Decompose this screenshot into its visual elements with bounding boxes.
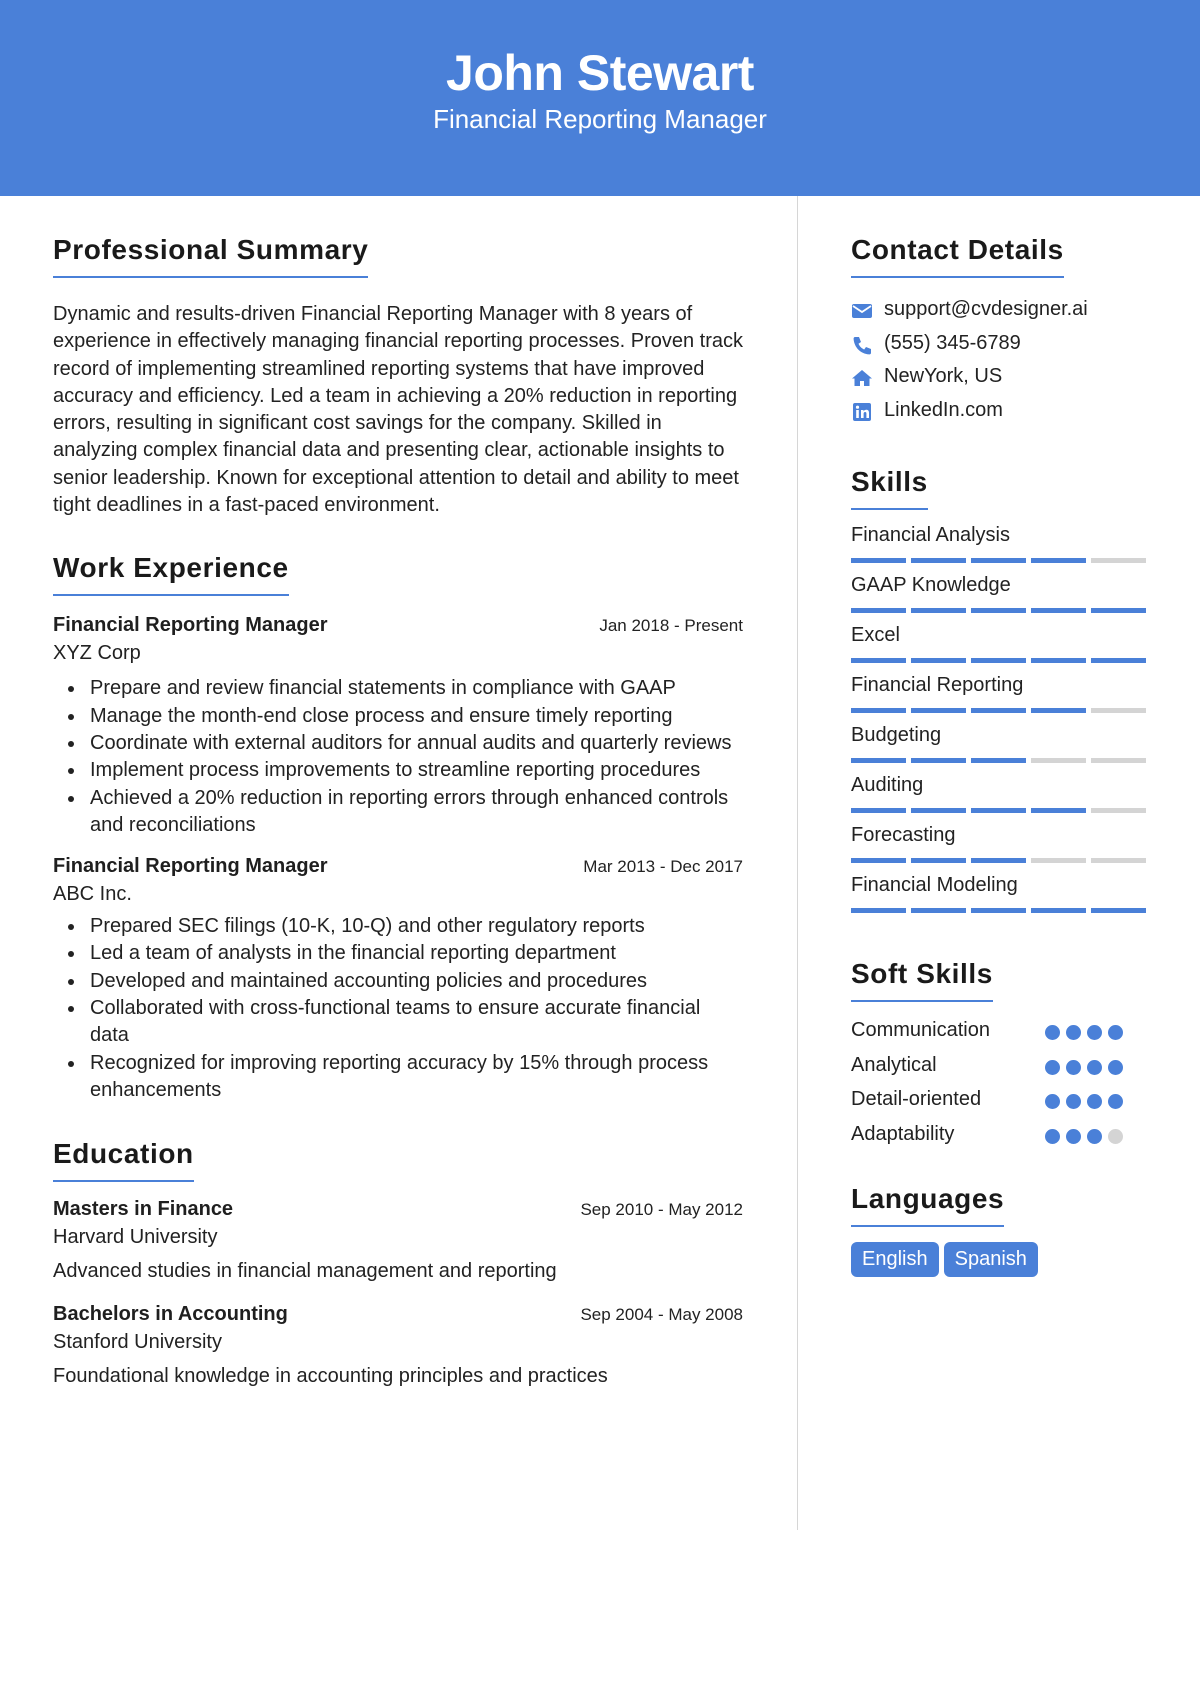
skill-level-segment — [1091, 858, 1146, 863]
list-item: Coordinate with external auditors for annual audits and quarterly reviews — [53, 730, 743, 757]
contact-list — [851, 298, 1151, 432]
skill-item — [851, 774, 1151, 824]
skill-level-segment — [851, 758, 906, 763]
contact-phone-text: (555) 345-6789 — [884, 331, 1021, 354]
experience-title: Work Experience — [53, 552, 289, 596]
sidebar-column — [851, 196, 1151, 1277]
soft-skill-label: Detail-oriented — [851, 1088, 982, 1110]
soft-skill-rating — [1045, 1060, 1145, 1076]
list-item: Prepared SEC filings (10-K, 10-Q) and other regulatory reports — [53, 913, 743, 940]
rating-dot — [1087, 1060, 1102, 1075]
soft-skill-rating — [1045, 1025, 1145, 1041]
skills-list — [851, 524, 1151, 924]
skill-level-segment — [1091, 758, 1146, 763]
school-name: Stanford University — [53, 1331, 222, 1354]
skill-level-bar — [851, 608, 1147, 613]
list-item: Collaborated with cross-functional teams to ensure accurate financial data — [53, 995, 743, 1050]
skill-level-segment — [851, 808, 906, 813]
skill-level-segment — [1091, 908, 1146, 913]
skill-label: Forecasting — [851, 824, 956, 846]
skill-level-segment — [1091, 808, 1146, 813]
skill-level-segment — [1031, 658, 1086, 663]
job-dates: Jan 2018 - Present — [599, 616, 743, 636]
skill-item — [851, 624, 1151, 674]
skill-label: Financial Analysis — [851, 524, 1010, 546]
skill-level-bar — [851, 858, 1147, 863]
rating-dot — [1066, 1129, 1081, 1144]
envelope-icon — [851, 301, 873, 321]
column-divider — [797, 196, 798, 1530]
education-description: Advanced studies in financial management and reporting — [53, 1260, 557, 1283]
skill-level-segment — [1031, 808, 1086, 813]
list-item: Achieved a 20% reduction in reporting errors through enhanced controls and reconciliations — [53, 785, 743, 840]
job-header — [53, 855, 743, 882]
degree-title: Masters in Finance — [53, 1198, 234, 1221]
skill-item — [851, 874, 1151, 924]
job-title: Financial Reporting Manager — [53, 855, 328, 878]
soft-skill-rating — [1045, 1094, 1145, 1110]
skill-level-segment — [911, 858, 966, 863]
education-header — [53, 1198, 743, 1225]
skill-level-segment — [911, 908, 966, 913]
rating-dot — [1045, 1129, 1060, 1144]
soft-skill-label: Adaptability — [851, 1122, 955, 1145]
language-list — [851, 1242, 1151, 1277]
skill-item — [851, 674, 1151, 724]
education-header — [53, 1303, 743, 1330]
skill-level-bar — [851, 758, 1147, 763]
list-item: Prepare and review financial statements in compliance with GAAP — [53, 675, 743, 702]
job-company: ABC Inc. — [53, 883, 132, 906]
job-entry — [53, 855, 743, 1104]
soft-skill-label: Analytical — [851, 1053, 937, 1076]
education-dates: Sep 2010 - May 2012 — [580, 1200, 743, 1220]
skill-level-segment — [971, 758, 1026, 763]
skill-label: Excel — [851, 624, 900, 646]
skill-level-segment — [971, 608, 1026, 613]
soft-skills-list — [851, 1019, 1151, 1157]
skill-level-segment — [971, 558, 1026, 563]
list-item: Developed and maintained accounting policies and procedures — [53, 968, 743, 995]
education-entry — [53, 1303, 743, 1388]
languages-title: Languages — [851, 1183, 1004, 1227]
skill-level-bar — [851, 908, 1147, 913]
resume-header — [0, 0, 1200, 196]
skill-label: Budgeting — [851, 724, 942, 746]
skill-level-segment — [1031, 558, 1086, 563]
language-badge: Spanish — [944, 1242, 1038, 1277]
job-dates: Mar 2013 - Dec 2017 — [583, 857, 743, 877]
skill-level-segment — [1091, 708, 1146, 713]
home-icon — [851, 368, 873, 388]
skill-level-segment — [1031, 758, 1086, 763]
rating-dot — [1108, 1129, 1123, 1144]
job-bullets — [53, 675, 743, 839]
contact-title: Contact Details — [851, 234, 1064, 278]
skill-level-bar — [851, 558, 1147, 563]
education-dates: Sep 2004 - May 2008 — [580, 1305, 743, 1325]
contact-email-text: support@cvdesigner.ai — [884, 298, 1088, 320]
skill-label: Financial Modeling — [851, 874, 1018, 896]
soft-skills-section — [851, 958, 1151, 1157]
rating-dot — [1066, 1060, 1081, 1075]
rating-dot — [1045, 1094, 1060, 1109]
job-entry — [53, 614, 743, 839]
rating-dot — [1087, 1025, 1102, 1040]
rating-dot — [1087, 1129, 1102, 1144]
skill-level-bar — [851, 808, 1147, 813]
rating-dot — [1108, 1025, 1123, 1040]
skills-section — [851, 466, 1151, 924]
skill-level-segment — [1091, 608, 1146, 613]
linkedin-icon — [851, 402, 873, 422]
education-description: Foundational knowledge in accounting principles and practices — [53, 1365, 608, 1388]
skill-level-segment — [911, 808, 966, 813]
rating-dot — [1087, 1094, 1102, 1109]
soft-skill-label: Communication — [851, 1019, 990, 1041]
job-bullets — [53, 913, 743, 1104]
skill-item — [851, 724, 1151, 774]
education-section — [53, 1138, 743, 1388]
education-title: Education — [53, 1138, 194, 1182]
soft-skill-item — [851, 1088, 1151, 1123]
skill-level-bar — [851, 708, 1147, 713]
skill-label: Financial Reporting — [851, 674, 1024, 696]
rating-dot — [1066, 1094, 1081, 1109]
soft-skill-rating — [1045, 1129, 1145, 1145]
skill-level-bar — [851, 658, 1147, 663]
main-column — [53, 196, 743, 1388]
contact-linkedin-text: LinkedIn.com — [884, 398, 1003, 421]
contact-linkedin[interactable] — [851, 399, 1151, 433]
school-name: Harvard University — [53, 1226, 218, 1249]
skill-level-segment — [851, 858, 906, 863]
job-header — [53, 614, 743, 641]
skill-level-segment — [1031, 858, 1086, 863]
language-badge: English — [851, 1242, 939, 1277]
contact-section — [851, 234, 1151, 432]
skill-level-segment — [971, 808, 1026, 813]
skill-level-segment — [911, 558, 966, 563]
phone-icon — [851, 335, 873, 355]
contact-phone[interactable] — [851, 332, 1151, 366]
job-title: Financial Reporting Manager — [53, 614, 328, 637]
contact-location — [851, 365, 1151, 399]
list-item: Led a team of analysts in the financial reporting department — [53, 940, 743, 967]
candidate-role: Financial Reporting Manager — [433, 104, 767, 134]
skill-level-segment — [1091, 558, 1146, 563]
skill-level-segment — [911, 758, 966, 763]
education-entry — [53, 1198, 743, 1283]
candidate-name: John Stewart — [446, 45, 754, 101]
contact-email[interactable] — [851, 298, 1151, 332]
rating-dot — [1066, 1025, 1081, 1040]
experience-section — [53, 552, 743, 1104]
contact-location-text: NewYork, US — [884, 365, 1003, 387]
skill-level-segment — [971, 858, 1026, 863]
rating-dot — [1108, 1094, 1123, 1109]
summary-text: Dynamic and results-driven Financial Reporting Manager with 8 years of experience in effectively managing financial reporting processes. Proven track record of implementing streamlined reporting systems that have improved accuracy and efficiency. Led a team in achieving a 20% reduction in reporting errors, resulting in significant cost savings for the company. Skilled in analyzing complex financial data and presenting clear, actionable insights to senior leadership. Known for exceptional attention to detail and ability to meet tight deadlines in a fast-paced environment. — [53, 303, 743, 517]
rating-dot — [1045, 1025, 1060, 1040]
skill-level-segment — [1031, 608, 1086, 613]
skill-level-segment — [1091, 658, 1146, 663]
skill-item — [851, 824, 1151, 874]
skill-level-segment — [971, 708, 1026, 713]
skill-level-segment — [1031, 908, 1086, 913]
degree-title: Bachelors in Accounting — [53, 1303, 288, 1326]
summary-title: Professional Summary — [53, 234, 368, 278]
list-item: Recognized for improving reporting accuracy by 15% through process enhancements — [53, 1050, 743, 1105]
job-company: XYZ Corp — [53, 642, 141, 665]
list-item: Manage the month-end close process and ensure timely reporting — [53, 703, 743, 730]
skill-level-segment — [851, 608, 906, 613]
soft-skill-item — [851, 1123, 1151, 1158]
skill-level-segment — [1031, 708, 1086, 713]
languages-section — [851, 1183, 1151, 1277]
skill-level-segment — [911, 608, 966, 613]
skill-item — [851, 524, 1151, 574]
summary-section — [53, 234, 743, 519]
skills-title: Skills — [851, 466, 928, 510]
skill-level-segment — [851, 658, 906, 663]
skill-level-segment — [851, 708, 906, 713]
skill-level-segment — [851, 908, 906, 913]
rating-dot — [1045, 1060, 1060, 1075]
list-item: Implement process improvements to streamline reporting procedures — [53, 757, 743, 784]
soft-skill-item — [851, 1054, 1151, 1089]
skill-level-segment — [911, 658, 966, 663]
soft-skill-item — [851, 1019, 1151, 1054]
skill-level-segment — [971, 908, 1026, 913]
skill-label: Auditing — [851, 774, 924, 796]
soft-skills-title: Soft Skills — [851, 958, 993, 1002]
skill-label: GAAP Knowledge — [851, 574, 1011, 596]
rating-dot — [1108, 1060, 1123, 1075]
skill-level-segment — [911, 708, 966, 713]
skill-level-segment — [971, 658, 1026, 663]
skill-level-segment — [851, 558, 906, 563]
skill-item — [851, 574, 1151, 624]
